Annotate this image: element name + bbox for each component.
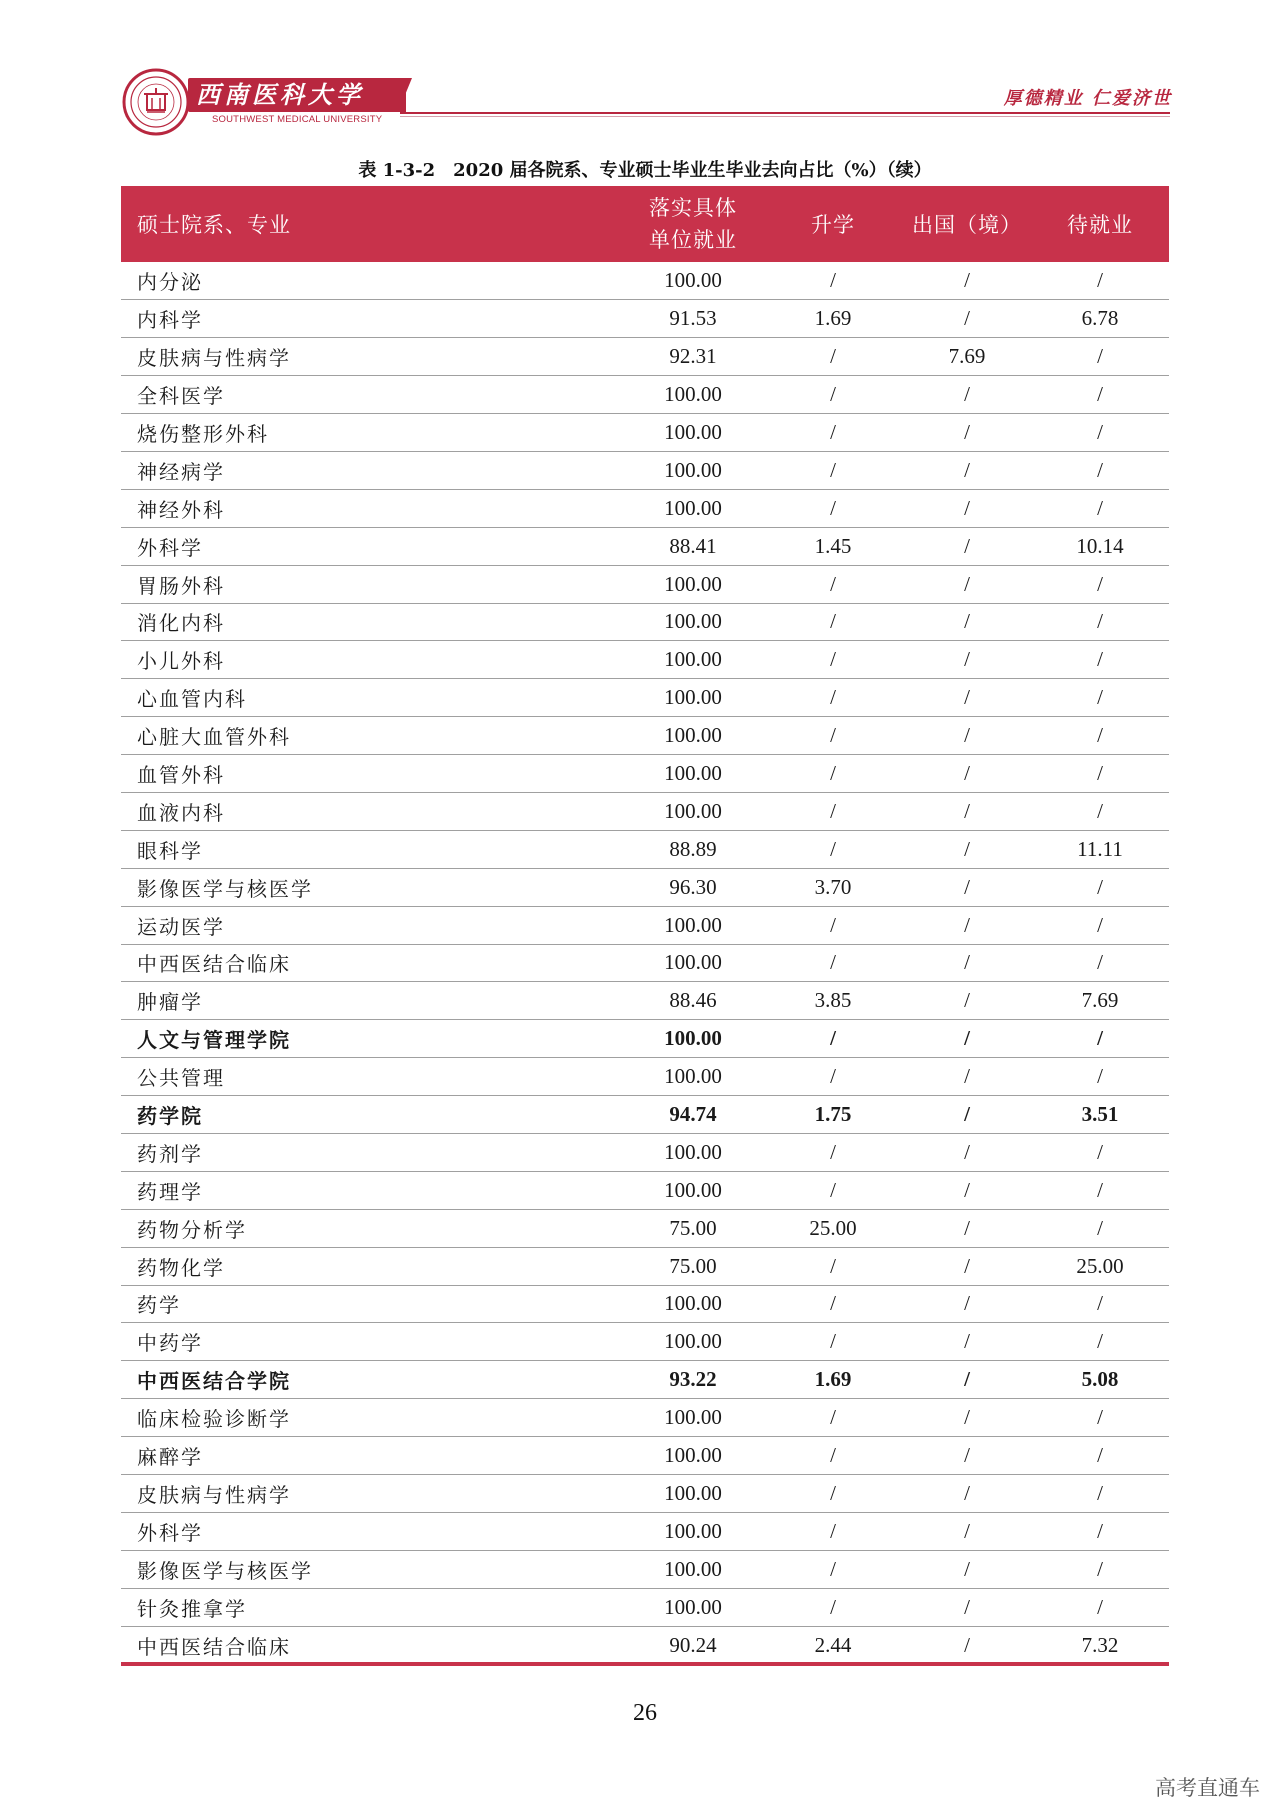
cell-employed: 100.00 xyxy=(623,603,763,641)
column-header-awaiting: 待就业 xyxy=(1031,186,1169,262)
cell-name: 药物化学 xyxy=(121,1247,623,1285)
cell-employed: 100.00 xyxy=(623,489,763,527)
cell-name: 药学 xyxy=(121,1285,623,1323)
cell-abroad: / xyxy=(903,1437,1031,1475)
cell-employed: 100.00 xyxy=(623,1133,763,1171)
cell-awaiting: 10.14 xyxy=(1031,527,1169,565)
cell-further-study: / xyxy=(763,1058,903,1096)
cell-further-study: 1.45 xyxy=(763,527,903,565)
cell-further-study: / xyxy=(763,565,903,603)
cell-awaiting: / xyxy=(1031,792,1169,830)
cell-employed: 100.00 xyxy=(623,414,763,452)
cell-employed: 100.00 xyxy=(623,1550,763,1588)
table-row xyxy=(121,414,1169,452)
cell-employed: 88.46 xyxy=(623,982,763,1020)
cell-further-study: / xyxy=(763,679,903,717)
cell-abroad: / xyxy=(903,1550,1031,1588)
cell-awaiting: / xyxy=(1031,1058,1169,1096)
logo-band-tip xyxy=(398,78,412,112)
cell-employed: 100.00 xyxy=(623,1020,763,1058)
cell-abroad: / xyxy=(903,1171,1031,1209)
cell-name: 胃肠外科 xyxy=(121,565,623,603)
cell-abroad: / xyxy=(903,868,1031,906)
cell-further-study: / xyxy=(763,376,903,414)
cell-awaiting: / xyxy=(1031,414,1169,452)
table-header xyxy=(121,186,1169,262)
cell-awaiting: / xyxy=(1031,1020,1169,1058)
cell-employed: 88.89 xyxy=(623,830,763,868)
cell-name: 药理学 xyxy=(121,1171,623,1209)
table-row xyxy=(121,944,1169,982)
cell-name: 临床检验诊断学 xyxy=(121,1399,623,1437)
cell-abroad: / xyxy=(903,300,1031,338)
table-row xyxy=(121,1323,1169,1361)
cell-name: 麻醉学 xyxy=(121,1437,623,1475)
cell-awaiting: / xyxy=(1031,376,1169,414)
cell-name: 中西医结合临床 xyxy=(121,1626,623,1664)
table-bottom-rule xyxy=(121,1662,1169,1666)
cell-further-study: / xyxy=(763,1437,903,1475)
cell-awaiting: / xyxy=(1031,338,1169,376)
cell-awaiting: / xyxy=(1031,1475,1169,1513)
cell-awaiting: / xyxy=(1031,1550,1169,1588)
table-caption: 表 1-3-2 2020 届各院系、专业硕士毕业生毕业去向占比（%）（续） xyxy=(358,160,932,181)
cell-name: 肿瘤学 xyxy=(121,982,623,1020)
cell-name: 影像医学与核医学 xyxy=(121,868,623,906)
cell-name: 人文与管理学院 xyxy=(121,1020,623,1058)
table-row xyxy=(121,451,1169,489)
cell-name: 心脏大血管外科 xyxy=(121,717,623,755)
cell-awaiting: / xyxy=(1031,451,1169,489)
cell-name: 神经病学 xyxy=(121,451,623,489)
cell-name: 神经外科 xyxy=(121,489,623,527)
cell-further-study: / xyxy=(763,451,903,489)
cell-further-study: / xyxy=(763,1475,903,1513)
cell-further-study: / xyxy=(763,717,903,755)
cell-further-study: / xyxy=(763,792,903,830)
cell-name: 烧伤整形外科 xyxy=(121,414,623,452)
cell-awaiting: / xyxy=(1031,1209,1169,1247)
cell-further-study: / xyxy=(763,603,903,641)
cell-employed: 100.00 xyxy=(623,641,763,679)
column-header-employed xyxy=(623,186,763,262)
cell-abroad: / xyxy=(903,489,1031,527)
header-divider xyxy=(400,112,1170,114)
cell-employed: 100.00 xyxy=(623,451,763,489)
cell-awaiting: / xyxy=(1031,1399,1169,1437)
table-body xyxy=(121,262,1169,1664)
cell-awaiting: / xyxy=(1031,1512,1169,1550)
cell-name: 眼科学 xyxy=(121,830,623,868)
cell-further-study: / xyxy=(763,641,903,679)
cell-awaiting: 6.78 xyxy=(1031,300,1169,338)
table-row xyxy=(121,527,1169,565)
cell-awaiting: / xyxy=(1031,641,1169,679)
cell-abroad: / xyxy=(903,414,1031,452)
cell-employed: 100.00 xyxy=(623,1323,763,1361)
cell-name: 消化内科 xyxy=(121,603,623,641)
cell-name: 皮肤病与性病学 xyxy=(121,338,623,376)
cell-abroad: / xyxy=(903,1209,1031,1247)
cell-name: 中西医结合学院 xyxy=(121,1361,623,1399)
cell-abroad: / xyxy=(903,451,1031,489)
cell-awaiting: / xyxy=(1031,1285,1169,1323)
cell-further-study: / xyxy=(763,906,903,944)
cell-abroad: / xyxy=(903,679,1031,717)
cell-name: 心血管内科 xyxy=(121,679,623,717)
cell-abroad: / xyxy=(903,1323,1031,1361)
table-row xyxy=(121,868,1169,906)
cell-awaiting: / xyxy=(1031,1133,1169,1171)
page-number: 26 xyxy=(633,1700,657,1726)
cell-awaiting: / xyxy=(1031,755,1169,793)
cell-employed: 94.74 xyxy=(623,1096,763,1134)
cell-name: 药剂学 xyxy=(121,1133,623,1171)
table-row xyxy=(121,1285,1169,1323)
cell-awaiting: 7.69 xyxy=(1031,982,1169,1020)
cell-name: 皮肤病与性病学 xyxy=(121,1475,623,1513)
cell-name: 药学院 xyxy=(121,1096,623,1134)
cell-employed: 92.31 xyxy=(623,338,763,376)
table-row xyxy=(121,262,1169,300)
cell-employed: 100.00 xyxy=(623,1058,763,1096)
cell-employed: 100.00 xyxy=(623,717,763,755)
header-divider-thin xyxy=(400,116,1170,117)
university-name-cn: 西南医科大学 xyxy=(196,80,364,109)
table-row xyxy=(121,1437,1169,1475)
table-row xyxy=(121,1626,1169,1664)
cell-awaiting: / xyxy=(1031,262,1169,300)
cell-name: 针灸推拿学 xyxy=(121,1588,623,1626)
cell-further-study: / xyxy=(763,1171,903,1209)
cell-awaiting: / xyxy=(1031,565,1169,603)
cell-name: 血液内科 xyxy=(121,792,623,830)
cell-name: 外科学 xyxy=(121,1512,623,1550)
cell-name: 外科学 xyxy=(121,527,623,565)
cell-further-study: / xyxy=(763,1550,903,1588)
cell-further-study: / xyxy=(763,1323,903,1361)
cell-employed: 90.24 xyxy=(623,1626,763,1664)
cell-employed: 100.00 xyxy=(623,1512,763,1550)
cell-further-study: / xyxy=(763,1512,903,1550)
table-row xyxy=(121,1550,1169,1588)
cell-abroad: / xyxy=(903,1020,1031,1058)
cell-employed: 100.00 xyxy=(623,1399,763,1437)
cell-employed: 100.00 xyxy=(623,755,763,793)
cell-further-study: / xyxy=(763,1588,903,1626)
university-name-en: SOUTHWEST MEDICAL UNIVERSITY xyxy=(212,114,383,125)
table-row xyxy=(121,641,1169,679)
cell-employed: 100.00 xyxy=(623,906,763,944)
cell-abroad: / xyxy=(903,1133,1031,1171)
cell-further-study: 3.70 xyxy=(763,868,903,906)
cell-employed: 100.00 xyxy=(623,1588,763,1626)
cell-abroad: / xyxy=(903,1475,1031,1513)
table-row xyxy=(121,603,1169,641)
cell-awaiting: / xyxy=(1031,1171,1169,1209)
cell-employed: 100.00 xyxy=(623,262,763,300)
cell-abroad: / xyxy=(903,944,1031,982)
cell-abroad: / xyxy=(903,1058,1031,1096)
employment-table-container xyxy=(121,186,1169,1664)
column-header-employed-line2: 单位就业 xyxy=(649,228,737,252)
cell-awaiting: / xyxy=(1031,489,1169,527)
table-row xyxy=(121,565,1169,603)
cell-awaiting: / xyxy=(1031,1588,1169,1626)
cell-employed: 91.53 xyxy=(623,300,763,338)
cell-name: 运动医学 xyxy=(121,906,623,944)
cell-awaiting: 7.32 xyxy=(1031,1626,1169,1664)
cell-abroad: / xyxy=(903,792,1031,830)
column-header-name: 硕士院系、专业 xyxy=(121,186,623,262)
table-row xyxy=(121,1058,1169,1096)
table-row xyxy=(121,792,1169,830)
table-row xyxy=(121,300,1169,338)
cell-abroad: / xyxy=(903,755,1031,793)
cell-further-study: / xyxy=(763,830,903,868)
cell-further-study: / xyxy=(763,1020,903,1058)
cell-name: 血管外科 xyxy=(121,755,623,793)
table-row xyxy=(121,1399,1169,1437)
cell-employed: 75.00 xyxy=(623,1209,763,1247)
cell-employed: 75.00 xyxy=(623,1247,763,1285)
page-header xyxy=(0,0,1280,140)
cell-awaiting: / xyxy=(1031,679,1169,717)
cell-abroad: 7.69 xyxy=(903,338,1031,376)
cell-name: 中药学 xyxy=(121,1323,623,1361)
cell-name: 全科医学 xyxy=(121,376,623,414)
table-row-college xyxy=(121,1020,1169,1058)
cell-abroad: / xyxy=(903,603,1031,641)
cell-abroad: / xyxy=(903,262,1031,300)
table-row xyxy=(121,830,1169,868)
table-row xyxy=(121,1171,1169,1209)
cell-abroad: / xyxy=(903,1361,1031,1399)
cell-further-study: / xyxy=(763,1399,903,1437)
watermark: 高考直通车 xyxy=(1155,1776,1260,1800)
cell-further-study: 2.44 xyxy=(763,1626,903,1664)
cell-further-study: 1.69 xyxy=(763,300,903,338)
cell-employed: 100.00 xyxy=(623,1285,763,1323)
table-row xyxy=(121,1247,1169,1285)
table-row xyxy=(121,1209,1169,1247)
cell-further-study: / xyxy=(763,262,903,300)
university-motto: 厚德精业 仁爱济世 xyxy=(1003,88,1172,109)
cell-abroad: / xyxy=(903,1285,1031,1323)
cell-employed: 100.00 xyxy=(623,1437,763,1475)
cell-abroad: / xyxy=(903,1399,1031,1437)
cell-abroad: / xyxy=(903,527,1031,565)
cell-awaiting: 5.08 xyxy=(1031,1361,1169,1399)
employment-table xyxy=(121,186,1169,1664)
cell-employed: 100.00 xyxy=(623,1475,763,1513)
table-row xyxy=(121,1475,1169,1513)
cell-abroad: / xyxy=(903,1247,1031,1285)
cell-abroad: / xyxy=(903,1096,1031,1134)
cell-further-study: / xyxy=(763,1133,903,1171)
cell-further-study: / xyxy=(763,755,903,793)
cell-name: 内科学 xyxy=(121,300,623,338)
cell-further-study: / xyxy=(763,944,903,982)
cell-further-study: / xyxy=(763,1285,903,1323)
cell-further-study: / xyxy=(763,489,903,527)
cell-employed: 100.00 xyxy=(623,679,763,717)
cell-further-study: / xyxy=(763,338,903,376)
cell-awaiting: / xyxy=(1031,944,1169,982)
cell-abroad: / xyxy=(903,830,1031,868)
column-header-abroad: 出国（境） xyxy=(903,186,1031,262)
cell-employed: 100.00 xyxy=(623,376,763,414)
cell-employed: 88.41 xyxy=(623,527,763,565)
table-row-college xyxy=(121,1096,1169,1134)
university-seal-icon xyxy=(122,68,190,136)
cell-abroad: / xyxy=(903,1626,1031,1664)
table-row xyxy=(121,1133,1169,1171)
cell-name: 中西医结合临床 xyxy=(121,944,623,982)
cell-abroad: / xyxy=(903,982,1031,1020)
cell-abroad: / xyxy=(903,376,1031,414)
cell-awaiting: / xyxy=(1031,906,1169,944)
column-header-further-study: 升学 xyxy=(763,186,903,262)
table-row xyxy=(121,982,1169,1020)
cell-awaiting: / xyxy=(1031,1437,1169,1475)
cell-employed: 100.00 xyxy=(623,944,763,982)
cell-awaiting: / xyxy=(1031,717,1169,755)
cell-name: 内分泌 xyxy=(121,262,623,300)
cell-name: 公共管理 xyxy=(121,1058,623,1096)
cell-name: 药物分析学 xyxy=(121,1209,623,1247)
table-row xyxy=(121,489,1169,527)
table-row xyxy=(121,1588,1169,1626)
cell-employed: 96.30 xyxy=(623,868,763,906)
cell-awaiting: 11.11 xyxy=(1031,830,1169,868)
cell-further-study: 3.85 xyxy=(763,982,903,1020)
table-row xyxy=(121,755,1169,793)
cell-abroad: / xyxy=(903,641,1031,679)
table-row xyxy=(121,1512,1169,1550)
cell-name: 小儿外科 xyxy=(121,641,623,679)
table-row xyxy=(121,679,1169,717)
cell-further-study: 1.75 xyxy=(763,1096,903,1134)
cell-awaiting: / xyxy=(1031,603,1169,641)
table-row-college xyxy=(121,1361,1169,1399)
table-row xyxy=(121,717,1169,755)
cell-employed: 100.00 xyxy=(623,565,763,603)
table-row xyxy=(121,338,1169,376)
cell-abroad: / xyxy=(903,1588,1031,1626)
cell-further-study: / xyxy=(763,1247,903,1285)
cell-employed: 100.00 xyxy=(623,1171,763,1209)
cell-employed: 93.22 xyxy=(623,1361,763,1399)
cell-awaiting: / xyxy=(1031,1323,1169,1361)
cell-abroad: / xyxy=(903,717,1031,755)
cell-further-study: / xyxy=(763,414,903,452)
cell-awaiting: / xyxy=(1031,868,1169,906)
table-row xyxy=(121,376,1169,414)
cell-further-study: 1.69 xyxy=(763,1361,903,1399)
cell-abroad: / xyxy=(903,565,1031,603)
table-header-row xyxy=(121,186,1169,262)
table-row xyxy=(121,906,1169,944)
cell-awaiting: 3.51 xyxy=(1031,1096,1169,1134)
cell-employed: 100.00 xyxy=(623,792,763,830)
cell-abroad: / xyxy=(903,1512,1031,1550)
cell-further-study: 25.00 xyxy=(763,1209,903,1247)
cell-abroad: / xyxy=(903,906,1031,944)
cell-awaiting: 25.00 xyxy=(1031,1247,1169,1285)
cell-name: 影像医学与核医学 xyxy=(121,1550,623,1588)
column-header-employed-line1: 落实具体 xyxy=(649,196,737,220)
